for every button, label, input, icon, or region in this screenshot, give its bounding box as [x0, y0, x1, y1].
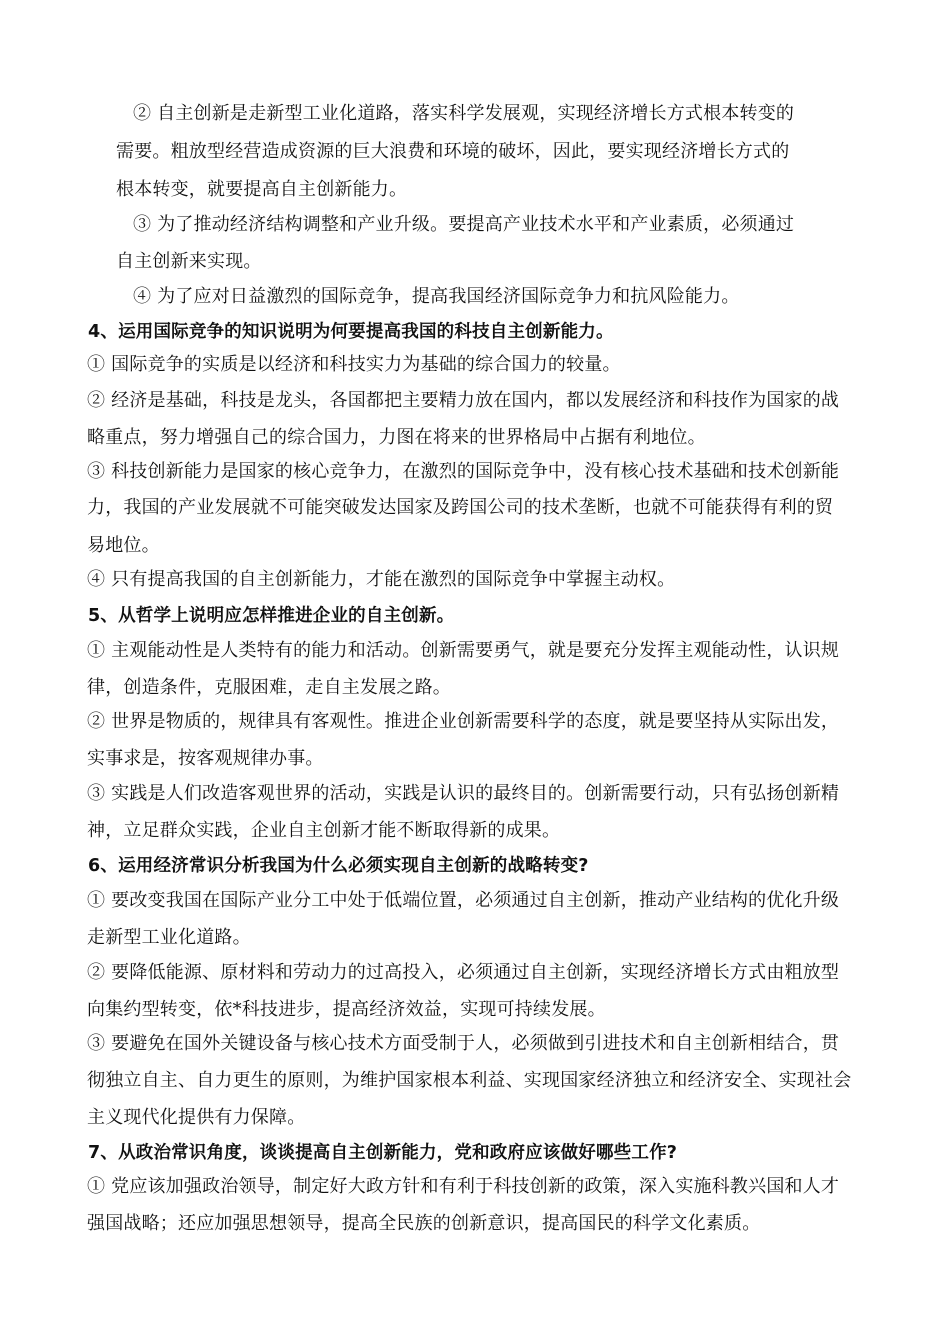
paragraph-line: 强国战略；还应加强思想领导，提高全民族的创新意识，提高国民的科学文化素质。	[87, 1213, 761, 1234]
paragraph-line: ① 国际竞争的实质是以经济和科技实力为基础的综合国力的较量。	[87, 354, 621, 375]
paragraph-line: 需要。粗放型经营造成资源的巨大浪费和环境的破坏，因此，要实现经济增长方式的	[116, 141, 790, 162]
paragraph-line: ③ 为了推动经济结构调整和产业升级。要提高产业技术水平和产业素质，必须通过	[133, 214, 795, 235]
paragraph-line: 彻独立自主、自力更生的原则，为维护国家根本利益、实现国家经济独立和经济安全、实现社会	[87, 1070, 852, 1091]
paragraph-line: 向集约型转变，依*科技进步，提高经济效益，实现可持续发展。	[87, 999, 606, 1020]
paragraph-line: 神，立足群众实践，企业自主创新才能不断取得新的成果。	[87, 820, 561, 841]
paragraph-line: 根本转变，就要提高自主创新能力。	[116, 179, 408, 200]
paragraph-line: 走新型工业化道路。	[87, 927, 251, 948]
paragraph-line: ③ 要避免在国外关键设备与核心技术方面受制于人，必须做到引进技术和自主创新相结合，贯	[87, 1033, 840, 1054]
paragraph-line: ④ 只有提高我国的自主创新能力，才能在激烈的国际竞争中掌握主动权。	[87, 569, 676, 590]
paragraph-line: ② 要降低能源、原材料和劳动力的过高投入，必须通过自主创新，实现经济增长方式由粗放型	[87, 962, 840, 983]
paragraph-line: 略重点，努力增强自己的综合国力，力图在将来的世界格局中占据有利地位。	[87, 427, 706, 448]
paragraph-line: 主义现代化提供有力保障。	[87, 1107, 306, 1128]
paragraph-line: 律，创造条件，克服困难，走自主发展之路。	[87, 677, 451, 698]
paragraph-line: ③ 科技创新能力是国家的核心竞争力，在激烈的国际竞争中，没有核心技术基础和技术创新能	[87, 461, 840, 482]
paragraph-line: ② 自主创新是走新型工业化道路，落实科学发展观，实现经济增长方式根本转变的	[133, 103, 795, 124]
paragraph-line: ② 世界是物质的，规律具有客观性。推进企业创新需要科学的态度，就是要坚持从实际出发，	[87, 711, 840, 732]
paragraph-line: 易地位。	[87, 535, 160, 556]
paragraph-line: 自主创新来实现。	[116, 251, 262, 272]
question-heading-4: 4、运用国际竞争的知识说明为何要提高我国的科技自主创新能力。	[88, 322, 614, 342]
question-heading-7: 7、从政治常识角度，谈谈提高自主创新能力，党和政府应该做好哪些工作?	[88, 1143, 678, 1163]
paragraph-line: 实事求是，按客观规律办事。	[87, 748, 324, 769]
paragraph-line: ③ 实践是人们改造客观世界的活动，实践是认识的最终目的。创新需要行动，只有弘扬创新精	[87, 783, 840, 804]
paragraph-line: ② 经济是基础，科技是龙头，各国都把主要精力放在国内，都以发展经济和科技作为国家的战	[87, 390, 840, 411]
paragraph-line: ① 要改变我国在国际产业分工中处于低端位置，必须通过自主创新，推动产业结构的优化升级	[87, 890, 840, 911]
paragraph-line: ① 党应该加强政治领导，制定好大政方针和有利于科技创新的政策，深入实施科教兴国和人才	[87, 1176, 840, 1197]
paragraph-line: 力，我国的产业发展就不可能突破发达国家及跨国公司的技术垄断，也就不可能获得有利的贸	[87, 497, 834, 518]
question-heading-6: 6、运用经济常识分析我国为什么必须实现自主创新的战略转变?	[88, 856, 589, 876]
paragraph-line: ① 主观能动性是人类特有的能力和活动。创新需要勇气，就是要充分发挥主观能动性，认识规	[87, 640, 840, 661]
question-heading-5: 5、从哲学上说明应怎样推进企业的自主创新。	[88, 606, 455, 626]
paragraph-line: ④ 为了应对日益激烈的国际竞争，提高我国经济国际竞争力和抗风险能力。	[133, 286, 740, 307]
